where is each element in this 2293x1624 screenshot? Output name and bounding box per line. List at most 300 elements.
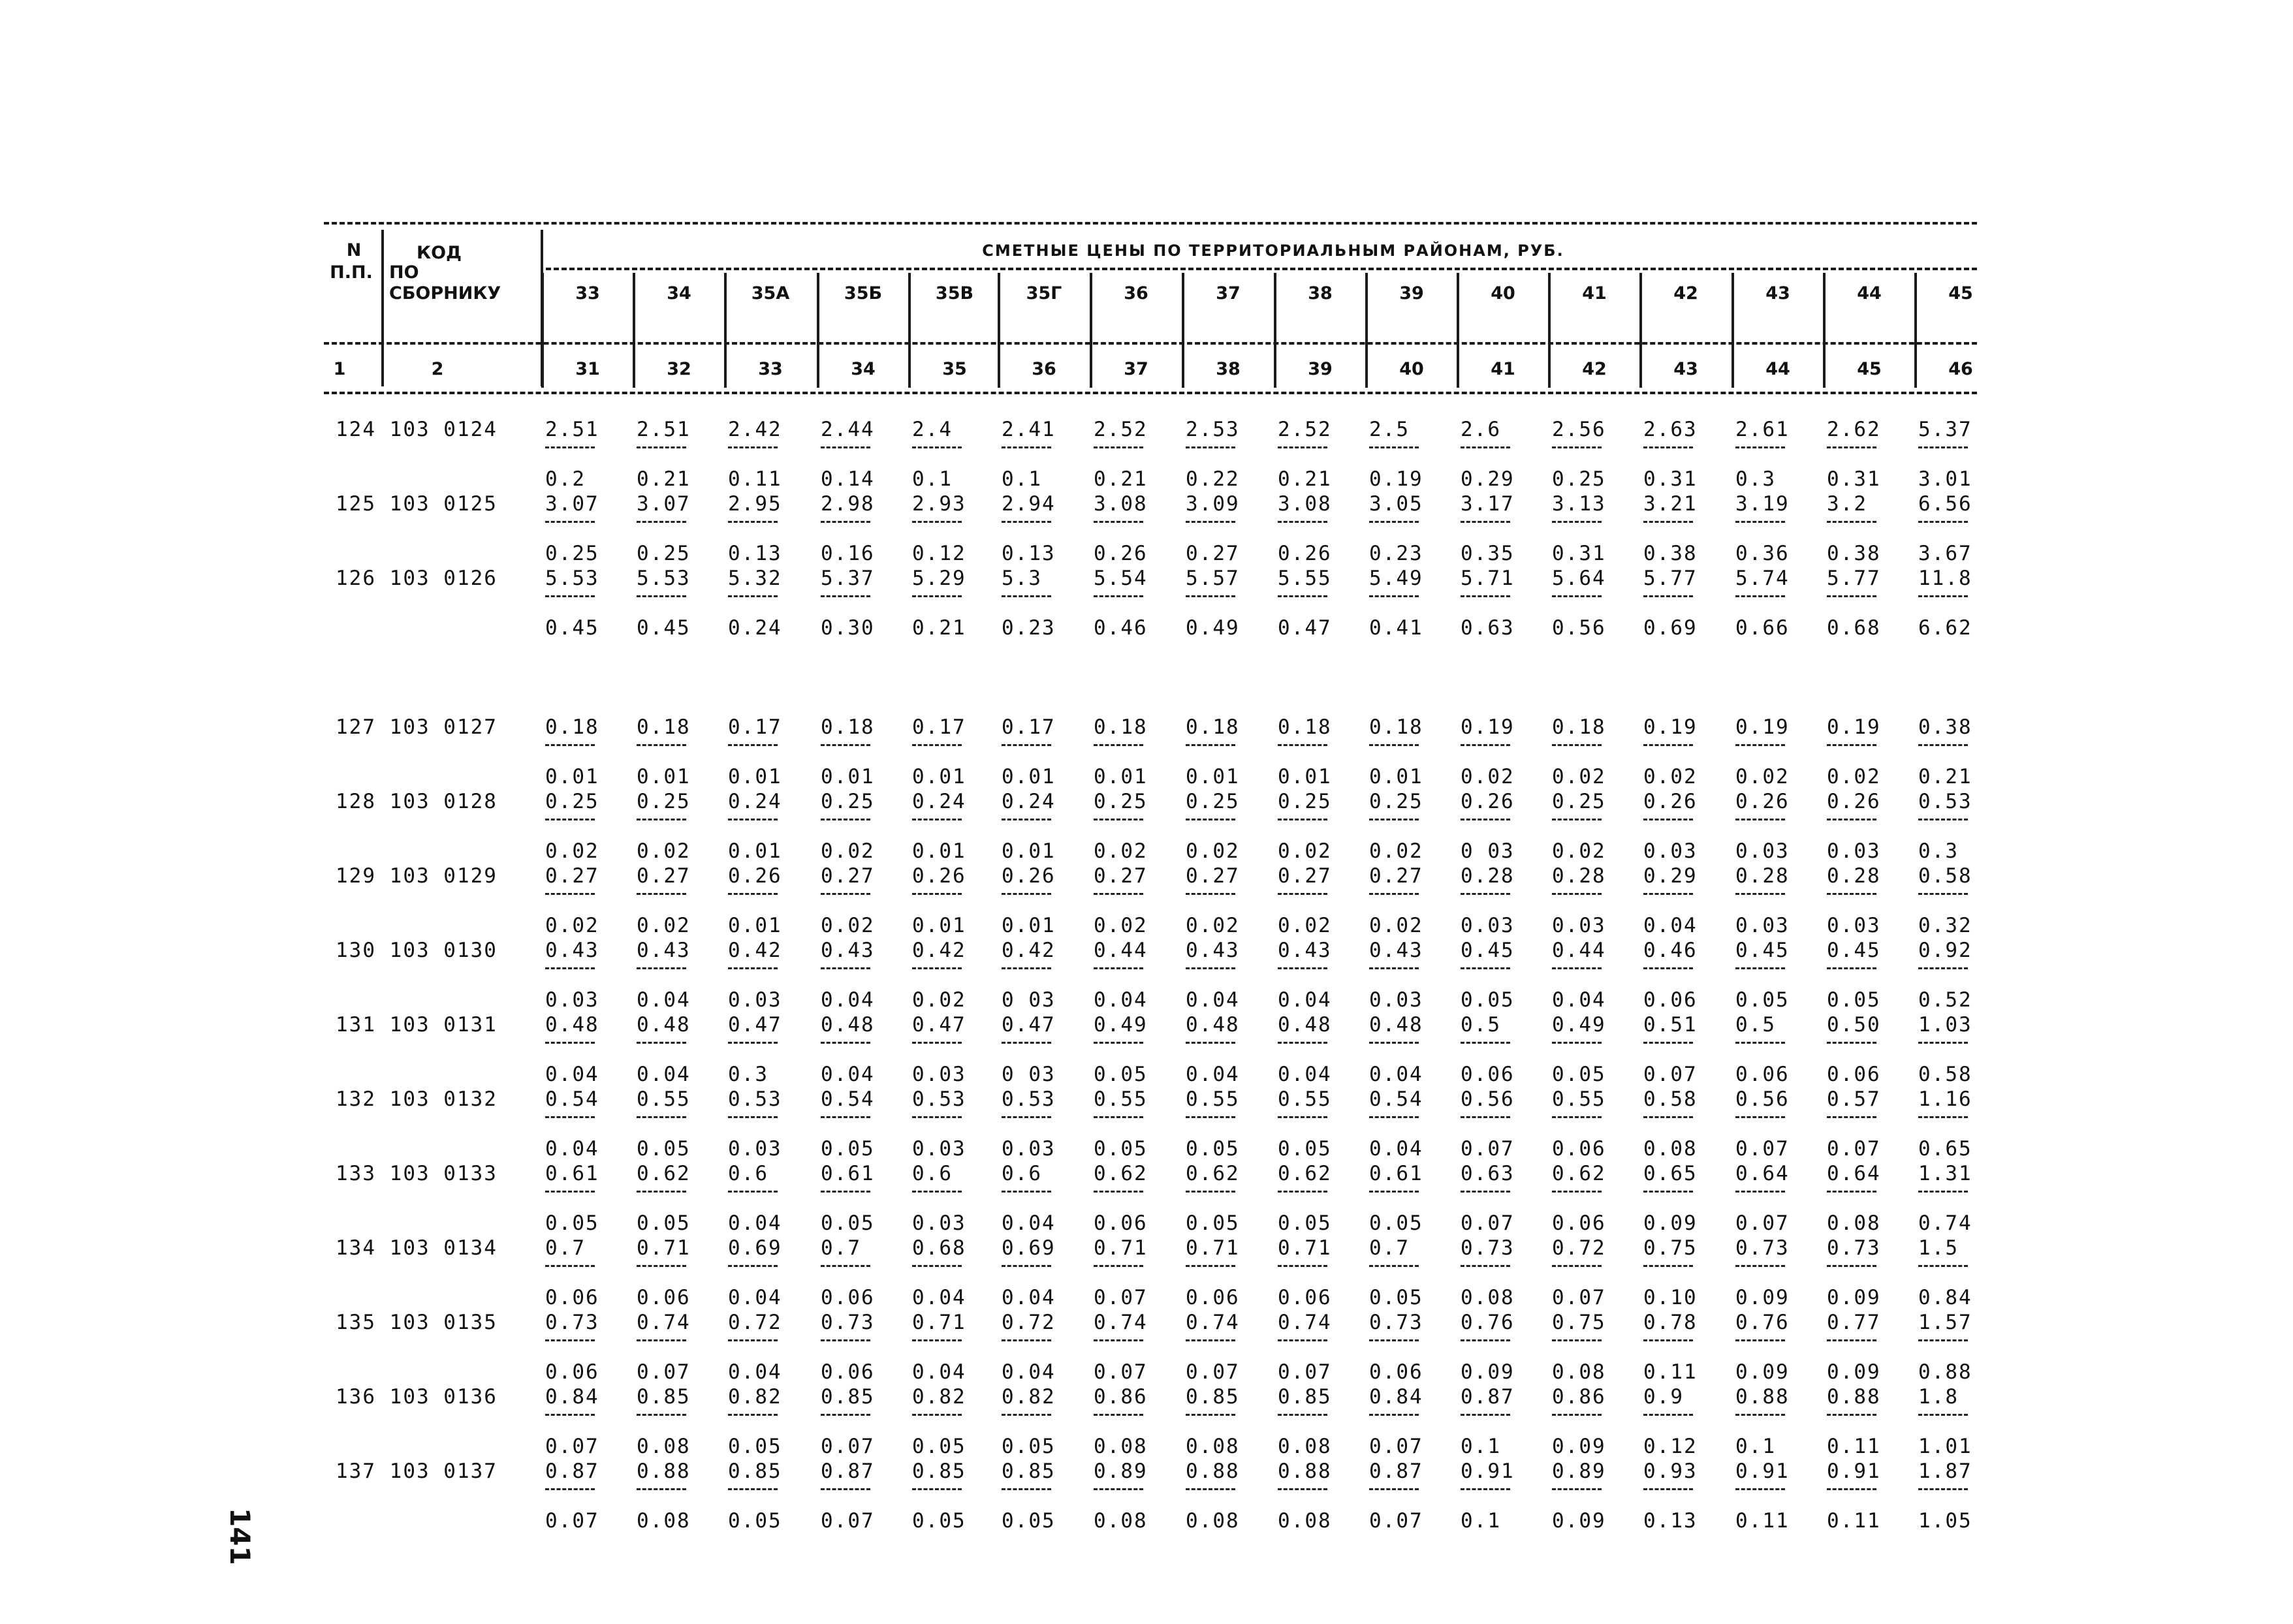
fraction-dash — [728, 1339, 778, 1341]
price-subvalue: 0.06 — [1735, 1063, 1790, 1086]
price-subvalue: 0.22 — [1186, 467, 1240, 491]
price-value: 0.73 — [1735, 1236, 1790, 1260]
price-subvalue: 0.07 — [1461, 1137, 1515, 1161]
fraction-dash — [1094, 1265, 1143, 1267]
price-value: 0.51 — [1643, 1013, 1698, 1037]
price-subvalue: 0.04 — [1369, 1063, 1423, 1086]
price-subvalue: 0.02 — [1278, 914, 1332, 937]
fraction-dash — [1002, 1339, 1051, 1341]
fraction-dash — [1552, 1414, 1602, 1416]
price-value: 0.58 — [1643, 1087, 1698, 1111]
price-value: 0.58 — [1918, 864, 1972, 888]
fraction-dash — [1461, 1339, 1510, 1341]
column-number: 37 — [1124, 359, 1148, 379]
fraction-dash — [1278, 1414, 1327, 1416]
price-subvalue: 0.05 — [1278, 1137, 1332, 1161]
fraction-dash — [1552, 1339, 1602, 1341]
fraction-dash — [1369, 1116, 1419, 1118]
fraction-dash — [912, 744, 962, 746]
price-value: 0.73 — [821, 1311, 875, 1334]
price-subvalue: 0.07 — [545, 1435, 599, 1458]
price-subvalue: 0.21 — [637, 467, 691, 491]
price-subvalue: 0.01 — [728, 914, 782, 937]
price-subvalue: 0.11 — [1735, 1509, 1790, 1533]
price-value: 0.85 — [728, 1460, 782, 1483]
price-subvalue: 1.01 — [1918, 1435, 1972, 1458]
fraction-dash — [1643, 446, 1693, 448]
region-header: 35А — [751, 283, 790, 304]
fraction-dash — [1094, 819, 1143, 820]
fraction-dash — [912, 1488, 962, 1490]
price-subvalue: 0.07 — [821, 1435, 875, 1458]
price-subvalue: 0.13 — [728, 542, 782, 565]
price-subvalue: 0.04 — [1278, 1063, 1332, 1086]
fraction-dash — [821, 893, 870, 895]
price-subvalue: 0 03 — [1461, 839, 1515, 863]
price-value: 0.26 — [1002, 864, 1056, 888]
price-subvalue: 0.03 — [1369, 988, 1423, 1012]
region-header: 38 — [1308, 283, 1333, 304]
fraction-dash — [1643, 1488, 1693, 1490]
fraction-dash — [1827, 1488, 1876, 1490]
fraction-dash — [1735, 744, 1785, 746]
fraction-dash — [728, 446, 778, 448]
price-value: 0.89 — [1094, 1460, 1148, 1483]
price-subvalue: 0 03 — [1002, 1063, 1056, 1086]
fraction-dash — [1735, 819, 1785, 820]
price-subvalue: 0.07 — [1369, 1509, 1423, 1533]
column-number: 42 — [1582, 359, 1607, 379]
price-subvalue: 0.16 — [821, 542, 875, 565]
price-value: 0.18 — [821, 715, 875, 739]
price-value: 2.52 — [1094, 418, 1148, 441]
price-value: 0.48 — [1278, 1013, 1332, 1037]
header-divider-np — [381, 230, 384, 386]
header-column-divider — [1639, 273, 1642, 388]
price-subvalue: 0.11 — [1827, 1509, 1881, 1533]
header-column-divider — [541, 273, 544, 388]
price-subvalue: 0.04 — [1094, 988, 1148, 1012]
price-subvalue: 0.21 — [1094, 467, 1148, 491]
fraction-dash — [1735, 1414, 1785, 1416]
fraction-dash — [1094, 521, 1143, 523]
header-column-divider — [1823, 273, 1826, 388]
fraction-dash — [1278, 1265, 1327, 1267]
price-value: 0.43 — [545, 939, 599, 962]
header-column-divider — [633, 273, 635, 388]
fraction-dash — [912, 1042, 962, 1044]
fraction-dash — [1552, 893, 1602, 895]
row-code-label: 132 103 0132 — [336, 1087, 498, 1111]
price-subvalue: 0.23 — [1369, 542, 1423, 565]
price-value: 0.55 — [1552, 1087, 1606, 1111]
price-subvalue: 0.05 — [1278, 1211, 1332, 1235]
price-value: 2.62 — [1827, 418, 1881, 441]
price-value: 1.8 — [1918, 1385, 1959, 1409]
price-subvalue: 0.09 — [1461, 1360, 1515, 1384]
row-code-label: 136 103 0136 — [336, 1385, 498, 1409]
price-value: 0.54 — [1369, 1087, 1423, 1111]
price-value: 0.25 — [1278, 790, 1332, 813]
price-subvalue: 0.08 — [1461, 1286, 1515, 1309]
price-value: 0.18 — [1186, 715, 1240, 739]
price-subvalue: 0.03 — [1002, 1137, 1056, 1161]
price-value: 0.55 — [1278, 1087, 1332, 1111]
fraction-dash — [821, 1265, 870, 1267]
price-value: 0.45 — [1461, 939, 1515, 962]
price-subvalue: 0.07 — [1643, 1063, 1698, 1086]
region-header: 34 — [667, 283, 691, 304]
price-value: 2.51 — [637, 418, 691, 441]
fraction-dash — [912, 1414, 962, 1416]
fraction-dash — [637, 744, 686, 746]
fraction-dash — [912, 819, 962, 820]
price-value: 2.98 — [821, 492, 875, 516]
fraction-dash — [1002, 967, 1051, 969]
price-value: 0.25 — [545, 790, 599, 813]
price-value: 0.64 — [1827, 1162, 1881, 1185]
page-number: 141 — [224, 1508, 256, 1565]
row-code-label: 133 103 0133 — [336, 1162, 498, 1185]
price-value: 5.37 — [1918, 418, 1972, 441]
price-value: 0.49 — [1552, 1013, 1606, 1037]
price-subvalue: 0.04 — [1643, 914, 1698, 937]
price-value: 0.85 — [637, 1385, 691, 1409]
price-value: 0.77 — [1827, 1311, 1881, 1334]
price-subvalue: 0.05 — [1186, 1211, 1240, 1235]
price-subvalue: 0 03 — [1002, 988, 1056, 1012]
price-subvalue: 0.58 — [1918, 1063, 1972, 1086]
price-value: 0.89 — [1552, 1460, 1606, 1483]
price-value: 2.53 — [1186, 418, 1240, 441]
fraction-dash — [728, 1265, 778, 1267]
price-value: 0.76 — [1735, 1311, 1790, 1334]
price-subvalue: 0.19 — [1369, 467, 1423, 491]
price-value: 0.26 — [1735, 790, 1790, 813]
price-value: 0.82 — [1002, 1385, 1056, 1409]
fraction-dash — [1735, 1042, 1785, 1044]
price-value: 1.16 — [1918, 1087, 1972, 1111]
fraction-dash — [1278, 1488, 1327, 1490]
price-subvalue: 0.1 — [1461, 1509, 1501, 1533]
column-number: 43 — [1673, 359, 1698, 379]
column-number: 34 — [851, 359, 876, 379]
fraction-dash — [545, 893, 595, 895]
fraction-dash — [1278, 967, 1327, 969]
fraction-dash — [1002, 819, 1051, 820]
region-header: 41 — [1582, 283, 1607, 304]
price-value: 3.19 — [1735, 492, 1790, 516]
fraction-dash — [545, 1414, 595, 1416]
price-value: 0.74 — [1278, 1311, 1332, 1334]
price-subvalue: 0.02 — [1552, 839, 1606, 863]
fraction-dash — [1094, 1116, 1143, 1118]
price-subvalue: 0.01 — [1002, 839, 1056, 863]
price-value: 0.18 — [1278, 715, 1332, 739]
price-subvalue: 0.06 — [1094, 1211, 1148, 1235]
price-value: 2.93 — [912, 492, 966, 516]
fraction-dash — [821, 1042, 870, 1044]
price-subvalue: 0.04 — [1002, 1211, 1056, 1235]
price-value: 0.27 — [545, 864, 599, 888]
price-subvalue: 0.05 — [821, 1211, 875, 1235]
price-value: 0.71 — [1278, 1236, 1332, 1260]
price-subvalue: 0.07 — [1369, 1435, 1423, 1458]
price-value: 0.9 — [1643, 1385, 1684, 1409]
fraction-dash — [637, 967, 686, 969]
fraction-dash — [1461, 1116, 1510, 1118]
price-subvalue: 0.04 — [821, 988, 875, 1012]
price-subvalue: 0.02 — [1186, 914, 1240, 937]
fraction-dash — [728, 1488, 778, 1490]
price-value: 1.57 — [1918, 1311, 1972, 1334]
price-value: 0.25 — [1552, 790, 1606, 813]
fraction-dash — [545, 1339, 595, 1341]
fraction-dash — [1461, 446, 1510, 448]
fraction-dash — [1461, 595, 1510, 597]
fraction-dash — [1369, 744, 1419, 746]
column-number: 32 — [667, 359, 691, 379]
price-subvalue: 0.04 — [637, 988, 691, 1012]
fraction-dash — [545, 595, 595, 597]
fraction-dash — [637, 521, 686, 523]
price-subvalue: 0.05 — [637, 1211, 691, 1235]
price-value: 3.17 — [1461, 492, 1515, 516]
price-value: 0.72 — [728, 1311, 782, 1334]
fraction-dash — [1827, 819, 1876, 820]
price-subvalue: 0.05 — [545, 1211, 599, 1235]
fraction-dash — [1643, 1265, 1693, 1267]
price-subvalue: 0.01 — [637, 765, 691, 789]
price-subvalue: 0.03 — [1735, 839, 1790, 863]
price-value: 2.44 — [821, 418, 875, 441]
price-subvalue: 0.84 — [1918, 1286, 1972, 1309]
price-value: 0.6 — [912, 1162, 953, 1185]
price-value: 5.71 — [1461, 567, 1515, 590]
price-subvalue: 0.04 — [545, 1063, 599, 1086]
price-subvalue: 0.31 — [1552, 542, 1606, 565]
price-value: 0.74 — [637, 1311, 691, 1334]
fraction-dash — [1552, 1042, 1602, 1044]
price-value: 0.43 — [821, 939, 875, 962]
price-subvalue: 0.08 — [1278, 1435, 1332, 1458]
price-value: 5.53 — [545, 567, 599, 590]
fraction-dash — [1094, 893, 1143, 895]
price-subvalue: 0.06 — [1827, 1063, 1881, 1086]
price-subvalue: 0.11 — [1643, 1360, 1698, 1384]
price-subvalue: 0.05 — [821, 1137, 875, 1161]
price-value: 0.62 — [1278, 1162, 1332, 1185]
fraction-dash — [1278, 1191, 1327, 1193]
price-value: 0.47 — [1002, 1013, 1056, 1037]
price-value: 0.93 — [1643, 1460, 1698, 1483]
fraction-dash — [1643, 1042, 1693, 1044]
fraction-dash — [637, 1191, 686, 1193]
price-value: 5.49 — [1369, 567, 1423, 590]
price-value: 2.63 — [1643, 418, 1698, 441]
price-value: 0.88 — [1278, 1460, 1332, 1483]
fraction-dash — [1827, 1339, 1876, 1341]
price-value: 0.65 — [1643, 1162, 1698, 1185]
price-subvalue: 0.32 — [1918, 914, 1972, 937]
fraction-dash — [637, 595, 686, 597]
price-value: 0.28 — [1827, 864, 1881, 888]
price-subvalue: 0.02 — [637, 914, 691, 937]
fraction-dash — [1918, 1191, 1968, 1193]
fraction-dash — [1735, 1488, 1785, 1490]
fraction-dash — [1918, 967, 1968, 969]
fraction-dash — [1643, 967, 1693, 969]
price-value: 0.18 — [1094, 715, 1148, 739]
price-value: 0.24 — [912, 790, 966, 813]
price-subvalue: 0.26 — [1278, 542, 1332, 565]
fraction-dash — [1186, 1414, 1235, 1416]
fraction-dash — [728, 1042, 778, 1044]
price-subvalue: 0.02 — [545, 914, 599, 937]
price-value: 0.5 — [1735, 1013, 1776, 1037]
fraction-dash — [1552, 1191, 1602, 1193]
price-value: 0.27 — [1094, 864, 1148, 888]
price-value: 0.43 — [1369, 939, 1423, 962]
price-subvalue: 0.25 — [545, 542, 599, 565]
price-subvalue: 0.07 — [1094, 1286, 1148, 1309]
fraction-dash — [1552, 744, 1602, 746]
fraction-dash — [1918, 893, 1968, 895]
header-np-line1: N — [346, 240, 362, 260]
price-value: 2.5 — [1369, 418, 1410, 441]
fraction-dash — [637, 1042, 686, 1044]
fraction-dash — [1369, 446, 1419, 448]
price-value: 0.27 — [1186, 864, 1240, 888]
fraction-dash — [1002, 1488, 1051, 1490]
fraction-dash — [1002, 1191, 1051, 1193]
fraction-dash — [637, 1116, 686, 1118]
price-subvalue: 1.05 — [1918, 1509, 1972, 1533]
price-value: 0.49 — [1094, 1013, 1148, 1037]
row-code-label: 137 103 0137 — [336, 1460, 498, 1483]
price-value: 0.19 — [1735, 715, 1790, 739]
price-subvalue: 0.08 — [1827, 1211, 1881, 1235]
row-code-label: 130 103 0130 — [336, 939, 498, 962]
price-subvalue: 0.04 — [728, 1211, 782, 1235]
fraction-dash — [1918, 1265, 1968, 1267]
fraction-dash — [1918, 744, 1968, 746]
price-value: 0.74 — [1186, 1311, 1240, 1334]
price-value: 3.2 — [1827, 492, 1867, 516]
price-subvalue: 0.06 — [1369, 1360, 1423, 1384]
price-subvalue: 0.45 — [545, 616, 599, 640]
price-value: 0.85 — [912, 1460, 966, 1483]
fraction-dash — [1643, 1191, 1693, 1193]
price-value: 0.47 — [728, 1013, 782, 1037]
price-value: 0.56 — [1461, 1087, 1515, 1111]
price-value: 1.87 — [1918, 1460, 1972, 1483]
price-value: 2.94 — [1002, 492, 1056, 516]
price-subvalue: 0.13 — [1643, 1509, 1698, 1533]
fraction-dash — [637, 446, 686, 448]
price-subvalue: 0.02 — [1735, 765, 1790, 789]
fraction-dash — [545, 1265, 595, 1267]
column-number: 41 — [1491, 359, 1515, 379]
region-header: 45 — [1948, 283, 1973, 304]
price-subvalue: 0.02 — [1186, 839, 1240, 863]
fraction-dash — [1369, 1339, 1419, 1341]
fraction-dash — [1278, 446, 1327, 448]
price-value: 0.73 — [545, 1311, 599, 1334]
price-subvalue: 0.05 — [1369, 1211, 1423, 1235]
price-subvalue: 0.03 — [1735, 914, 1790, 937]
price-subvalue: 0.03 — [728, 988, 782, 1012]
price-subvalue: 3.67 — [1918, 542, 1972, 565]
fraction-dash — [1094, 1042, 1143, 1044]
price-value: 0.73 — [1827, 1236, 1881, 1260]
price-value: 0.62 — [637, 1162, 691, 1185]
price-subvalue: 0.12 — [1643, 1435, 1698, 1458]
price-subvalue: 0.01 — [1369, 765, 1423, 789]
fraction-dash — [1918, 1042, 1968, 1044]
price-subvalue: 0.38 — [1827, 542, 1881, 565]
fraction-dash — [821, 1116, 870, 1118]
price-subvalue: 0.03 — [728, 1137, 782, 1161]
price-subvalue: 0.31 — [1827, 467, 1881, 491]
price-value: 3.05 — [1369, 492, 1423, 516]
price-subvalue: 0.05 — [1827, 988, 1881, 1012]
price-value: 0.78 — [1643, 1311, 1698, 1334]
fraction-dash — [1369, 1488, 1419, 1490]
fraction-dash — [912, 521, 962, 523]
price-subvalue: 0.88 — [1918, 1360, 1972, 1384]
fraction-dash — [545, 1042, 595, 1044]
price-value: 0.85 — [1186, 1385, 1240, 1409]
price-subvalue: 0.63 — [1461, 616, 1515, 640]
fraction-dash — [545, 744, 595, 746]
price-value: 3.09 — [1186, 492, 1240, 516]
region-header: 35Г — [1026, 283, 1062, 304]
header-title: СМЕТНЫЕ ЦЕНЫ ПО ТЕРРИТОРИАЛЬНЫМ РАЙОНАМ, РУБ. — [982, 242, 1564, 260]
fraction-dash — [1278, 893, 1327, 895]
price-value: 2.95 — [728, 492, 782, 516]
price-subvalue: 0.27 — [1186, 542, 1240, 565]
price-subvalue: 0.02 — [1278, 839, 1332, 863]
fraction-dash — [728, 819, 778, 820]
price-value: 0.7 — [1369, 1236, 1410, 1260]
fraction-dash — [821, 1488, 870, 1490]
price-value: 0.53 — [1918, 790, 1972, 813]
price-subvalue: 0.01 — [821, 765, 875, 789]
price-value: 0.54 — [545, 1087, 599, 1111]
price-subvalue: 0.68 — [1827, 616, 1881, 640]
price-value: 0.73 — [1461, 1236, 1515, 1260]
fraction-dash — [1552, 1488, 1602, 1490]
price-value: 5.3 — [1002, 567, 1042, 590]
price-subvalue: 0.09 — [1735, 1286, 1790, 1309]
price-subvalue: 0.09 — [1643, 1211, 1698, 1235]
fraction-dash — [728, 744, 778, 746]
price-subvalue: 0.31 — [1643, 467, 1698, 491]
header-top-rule — [324, 222, 1977, 225]
price-value: 0.42 — [728, 939, 782, 962]
row-code-label: 135 103 0135 — [336, 1311, 498, 1334]
fraction-dash — [821, 967, 870, 969]
header-column-divider — [1365, 273, 1368, 388]
price-subvalue: 0.08 — [1094, 1435, 1148, 1458]
price-value: 0.54 — [821, 1087, 875, 1111]
price-value: 0.17 — [1002, 715, 1056, 739]
column-number: 36 — [1032, 359, 1056, 379]
price-value: 0.18 — [1552, 715, 1606, 739]
price-value: 0.43 — [637, 939, 691, 962]
fraction-dash — [545, 967, 595, 969]
